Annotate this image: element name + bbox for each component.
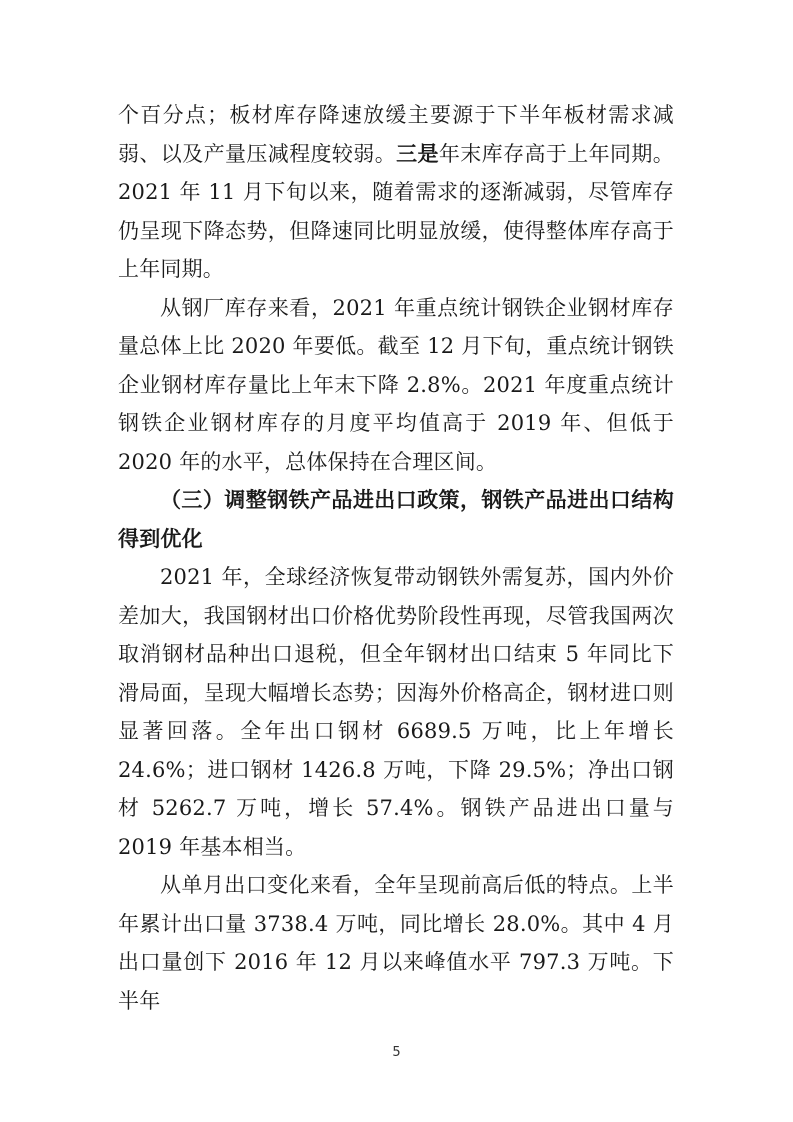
emphasis-label: 三是 xyxy=(396,140,439,166)
section-heading: （三）调整钢铁产品进出口政策，钢铁产品进出口结构得到优化 xyxy=(118,487,674,551)
paragraph-mill-inventory: 从钢厂库存来看，2021 年重点统计钢铁企业钢材库存量总体上比 2020 年要低。截至 12 月下旬，重点统计钢铁企业钢材库存量比上年末下降 2.8%。2021 年度重点统计钢铁企业钢材库存的月度平均值高于 2019 年、但低于 2020 年的水平，总体保持在合理区间。 xyxy=(118,295,674,474)
document-body xyxy=(118,96,674,1020)
paragraph-inventory-summary xyxy=(118,96,674,289)
paragraph-import-export: 2021 年，全球经济恢复带动钢铁外需复苏，国内外价差加大，我国钢材出口价格优势阶段性再现，尽管我国两次取消钢材品种出口退税，但全年钢材出口结束 5 年同比下滑局面，呈现大幅增长态势；因海外价格高企，钢材进口则显著回落。全年出口钢材 6689.5 万吨，比上年增长 24.6%；进口钢材 1426.8 万吨，下降 29.5%；净出口钢材 5262.7 万吨，增长 57.4%。钢铁产品进出口量与 2019 年基本相当。 xyxy=(118,565,674,859)
paragraph-text: 年末库存高于上年同期。2021 年 11 月下旬以来，随着需求的逐渐减弱，尽管库存仍呈现下降态势，但降速同比明显放缓，使得整体库存高于上年同期。 xyxy=(118,141,675,281)
paragraph-text: 个百分点；板材库存降速放缓主要源于下半年板材需求减弱、以及产量压减程度较弱。 xyxy=(118,103,674,166)
paragraph-monthly-exports: 从单月出口变化来看，全年呈现前高后低的特点。上半年累计出口量 3738.4 万吨，同比增长 28.0%。其中 4 月出口量创下 2016 年 12 月以来峰值水平 797.3 万吨。下半年 xyxy=(118,873,674,1013)
page-number: 5 xyxy=(392,1045,401,1060)
